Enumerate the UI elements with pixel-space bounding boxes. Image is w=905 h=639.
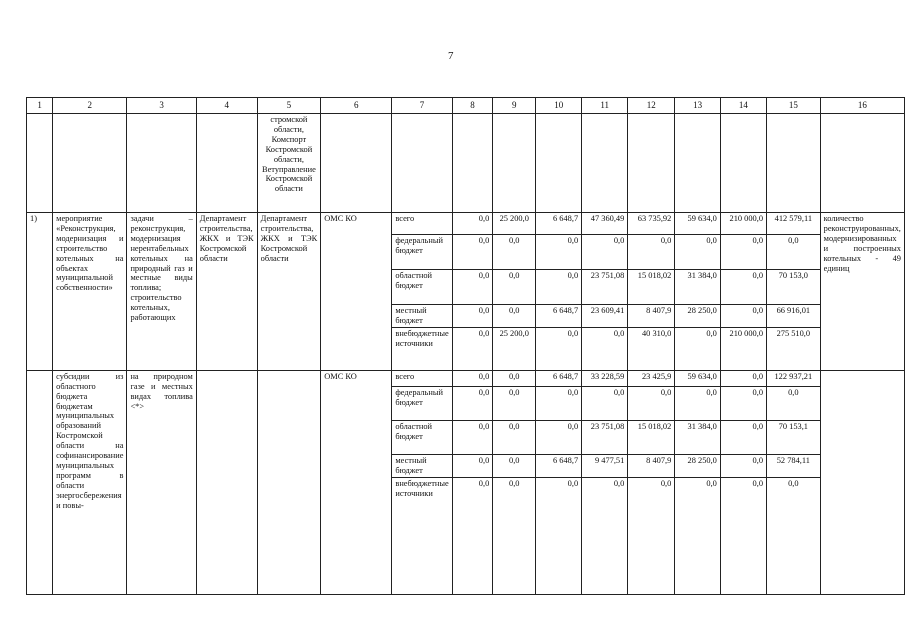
column-header: 16 [820, 98, 904, 114]
amount-cell: 63 735,92 [628, 213, 675, 235]
amount-cell: 0,0 [767, 235, 821, 270]
amount-cell: 0,0 [628, 477, 675, 594]
amount-cell: 0,0 [452, 420, 493, 454]
responsible-executor: Департамент строительства, ЖКХ и ТЭК Костромской области [196, 213, 257, 371]
amount-cell: 0,0 [675, 386, 721, 420]
participant: ОМС КО [321, 370, 392, 594]
column-header: 12 [628, 98, 675, 114]
cont-cell-3 [127, 114, 196, 213]
column-header: 5 [257, 98, 321, 114]
amount-cell: 0,0 [452, 305, 493, 328]
amount-cell: 0,0 [493, 420, 536, 454]
amount-cell: 15 018,02 [628, 270, 675, 305]
funding-source: внебюджетные источники [392, 327, 452, 370]
amount-cell: 0,0 [720, 454, 766, 477]
column-header: 7 [392, 98, 452, 114]
amount-cell: 59 634,0 [675, 370, 721, 386]
amount-cell: 47 360,49 [582, 213, 628, 235]
funding-source: местный бюджет [392, 454, 452, 477]
activity-task: на природном газе и местных видах топлива <*> [127, 370, 196, 594]
item-number [27, 370, 53, 594]
amount-cell: 0,0 [452, 270, 493, 305]
column-header: 6 [321, 98, 392, 114]
amount-cell: 23 751,08 [582, 420, 628, 454]
amount-cell: 0,0 [536, 420, 582, 454]
amount-cell: 0,0 [536, 386, 582, 420]
cont-cell-4 [196, 114, 257, 213]
amount-cell: 0,0 [452, 454, 493, 477]
amount-cell: 28 250,0 [675, 305, 721, 328]
amount-cell: 8 407,9 [628, 454, 675, 477]
amount-cell: 0,0 [493, 370, 536, 386]
amount-cell: 275 510,0 [767, 327, 821, 370]
amount-cell: 23 609,41 [582, 305, 628, 328]
amount-cell: 0,0 [493, 235, 536, 270]
amount-cell: 6 648,7 [536, 370, 582, 386]
budget-table [26, 97, 905, 595]
amount-cell: 0,0 [536, 327, 582, 370]
column-header: 11 [582, 98, 628, 114]
amount-cell: 122 937,21 [767, 370, 821, 386]
amount-cell: 0,0 [493, 477, 536, 594]
responsible-executor [196, 370, 257, 594]
amount-cell: 0,0 [720, 477, 766, 594]
amount-cell: 0,0 [720, 305, 766, 328]
amount-cell: 0,0 [452, 386, 493, 420]
activity-name: субсидии из областного бюджета бюджетам муниципальных образований Костромской области на софинансирование муниципальных программ в области энергосбережения и повы- [53, 370, 127, 594]
column-header: 4 [196, 98, 257, 114]
column-header: 1 [27, 98, 53, 114]
column-header: 3 [127, 98, 196, 114]
column-header: 14 [720, 98, 766, 114]
column-header: 10 [536, 98, 582, 114]
amount-cell: 0,0 [628, 235, 675, 270]
column-header: 13 [675, 98, 721, 114]
amount-cell: 40 310,0 [628, 327, 675, 370]
amount-cell: 0,0 [536, 270, 582, 305]
amount-cell: 0,0 [767, 477, 821, 594]
amount-cell: 0,0 [675, 477, 721, 594]
amount-cell: 0,0 [720, 270, 766, 305]
amount-cell: 210 000,0 [720, 213, 766, 235]
funding-source: местный бюджет [392, 305, 452, 328]
activity-task: задачи – реконструкция, модернизация нерентабельных котельных на природный газ и местные виды топлива; строительство котельных, работающих [127, 213, 196, 371]
column-header: 8 [452, 98, 493, 114]
funding-source: областной бюджет [392, 420, 452, 454]
amount-cell: 8 407,9 [628, 305, 675, 328]
amount-cell: 6 648,7 [536, 454, 582, 477]
amount-cell: 59 634,0 [675, 213, 721, 235]
amount-cell: 0,0 [536, 235, 582, 270]
amount-cell: 210 000,0 [720, 327, 766, 370]
amount-cell: 70 153,1 [767, 420, 821, 454]
amount-cell: 412 579,11 [767, 213, 821, 235]
target-indicator [820, 370, 904, 594]
column-header: 9 [493, 98, 536, 114]
amount-cell: 52 784,11 [767, 454, 821, 477]
amount-cell: 0,0 [493, 270, 536, 305]
funding-source: федеральный бюджет [392, 235, 452, 270]
column-header: 2 [53, 98, 127, 114]
amount-cell: 0,0 [767, 386, 821, 420]
funding-source: всего [392, 213, 452, 235]
amount-cell: 31 384,0 [675, 270, 721, 305]
amount-cell: 0,0 [452, 235, 493, 270]
header-row [27, 98, 905, 114]
amount-cell: 25 200,0 [493, 213, 536, 235]
amount-cell: 70 153,0 [767, 270, 821, 305]
funding-source: внебюджетные источники [392, 477, 452, 594]
amount-cell: 0,0 [582, 477, 628, 594]
amount-cell: 0,0 [675, 235, 721, 270]
amount-cell: 0,0 [582, 327, 628, 370]
funding-source: областной бюджет [392, 270, 452, 305]
amount-cell: 0,0 [493, 454, 536, 477]
cont-cell-2 [53, 114, 127, 213]
continued-row [27, 114, 905, 213]
cont-cell-1 [27, 114, 53, 213]
table-body [27, 98, 905, 595]
row2-source-row [27, 370, 905, 386]
amount-cell: 33 228,59 [582, 370, 628, 386]
amount-cell: 25 200,0 [493, 327, 536, 370]
amount-cell: 0,0 [720, 235, 766, 270]
co-executor [257, 370, 321, 594]
cont-agencies: стромской области, Комспорт Костромской области, Ветуправление Костромской области [257, 114, 321, 213]
target-indicator: количество реконструированных, модернизированных и построенных котельных - 49 единиц [820, 213, 904, 371]
amount-cell: 9 477,51 [582, 454, 628, 477]
amount-cell: 0,0 [720, 386, 766, 420]
amount-cell: 0,0 [720, 370, 766, 386]
amount-cell: 0,0 [452, 213, 493, 235]
co-executor: Департамент строительства, ЖКХ и ТЭК Костромской области [257, 213, 321, 371]
amount-cell: 66 916,01 [767, 305, 821, 328]
amount-cell: 31 384,0 [675, 420, 721, 454]
amount-cell: 23 751,08 [582, 270, 628, 305]
row1-source-row [27, 213, 905, 235]
amount-cell: 0,0 [582, 235, 628, 270]
amount-cell: 0,0 [582, 386, 628, 420]
amount-cell: 0,0 [628, 386, 675, 420]
amount-cell: 0,0 [675, 327, 721, 370]
funding-source: всего [392, 370, 452, 386]
amount-cell: 0,0 [452, 370, 493, 386]
amount-cell: 15 018,02 [628, 420, 675, 454]
funding-source: федеральный бюджет [392, 386, 452, 420]
activity-name: мероприятие «Реконструкция, модернизация и строительство котельных на объектах муниципальной собственности» [53, 213, 127, 371]
amount-cell: 0,0 [536, 477, 582, 594]
page-number: 7 [448, 50, 454, 62]
item-number: 1) [27, 213, 53, 371]
participant: ОМС КО [321, 213, 392, 371]
amount-cell: 28 250,0 [675, 454, 721, 477]
amount-cell: 0,0 [493, 386, 536, 420]
amount-cell: 6 648,7 [536, 213, 582, 235]
amount-cell: 0,0 [452, 327, 493, 370]
amount-cell: 23 425,9 [628, 370, 675, 386]
amount-cell: 0,0 [452, 477, 493, 594]
amount-cell: 0,0 [720, 420, 766, 454]
amount-cell: 0,0 [493, 305, 536, 328]
column-header: 15 [767, 98, 821, 114]
amount-cell: 6 648,7 [536, 305, 582, 328]
